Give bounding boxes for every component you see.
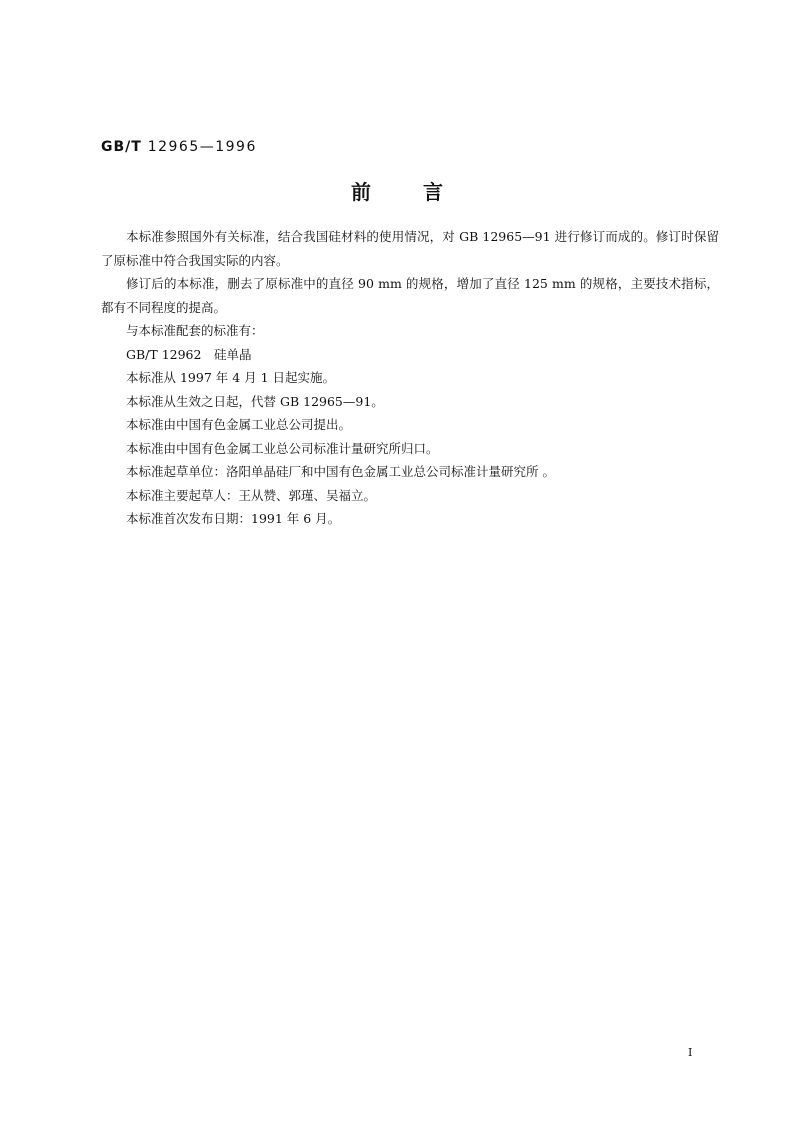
paragraph-revision: 修订后的本标准，删去了原标准中的直径 90 mm 的规格，增加了直径 125 mm 的规格，主要技术指标，都有不同程度的提高。 [101,276,719,315]
paragraph-centralized-by: 本标准由中国有色金属工业总公司标准计量研究所归口。 [126,440,439,456]
paragraph-first-issue: 本标准首次发布日期：1991 年 6 月。 [126,511,341,526]
standard-prefix: GB/T [101,139,142,155]
foreword-body [101,225,719,531]
paragraph-drafters: 本标准主要起草人：王从赞、郭瑾、吴福立。 [126,487,377,503]
paragraph-effective-date: 本标准从 1997 年 4 月 1 日起实施。 [126,370,336,385]
paragraph-companion-standard: GB/T 12962 硅单晶 [126,346,252,362]
paragraph-companion-intro: 与本标准配套的标准有： [126,323,264,338]
page-number: I [688,1046,693,1059]
standard-header [101,139,257,155]
paragraph-basis: 本标准参照国外有关标准，结合我国硅材料的使用情况，对 GB 12965—91 进行修订而成的。修订时保留了原标准中符合我国实际的内容。 [101,229,719,268]
section-title-char-1: 前 [351,180,371,204]
section-title-char-2: 言 [423,180,443,204]
paragraph-proposed-by: 本标准由中国有色金属工业总公司提出。 [126,417,352,432]
paragraph-drafting-units: 本标准起草单位：洛阳单晶硅厂和中国有色金属工业总公司标准计量研究所 。 [126,464,555,479]
standard-number: 12965—1996 [147,139,257,155]
section-title [0,176,794,205]
paragraph-replaces: 本标准从生效之日起，代替 GB 12965—91。 [126,393,384,409]
